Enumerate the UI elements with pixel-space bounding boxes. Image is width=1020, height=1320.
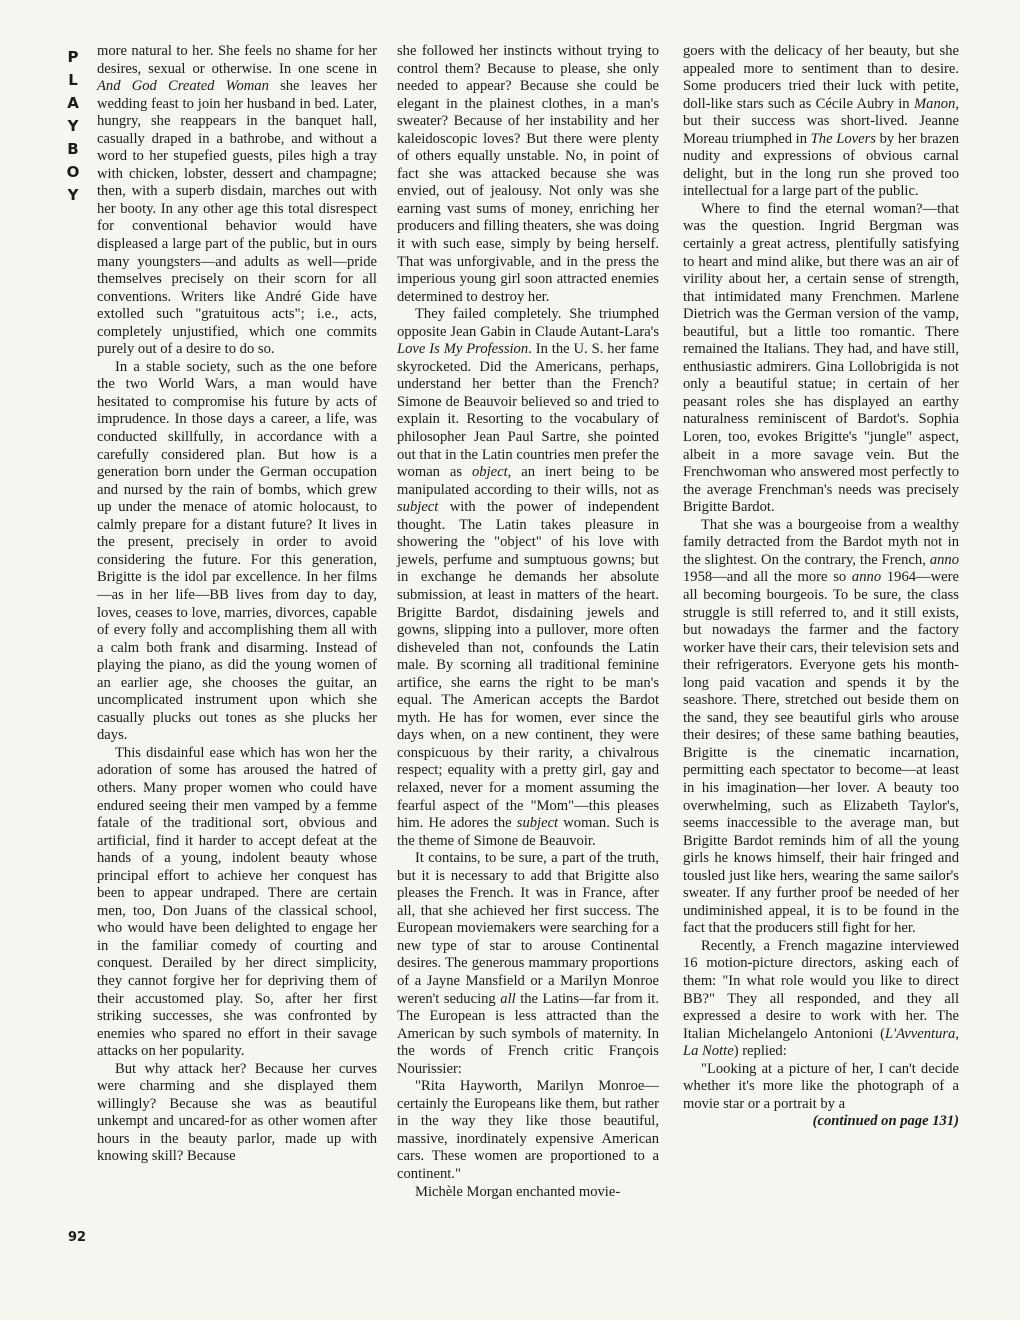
italic-text: subject <box>516 815 559 832</box>
text-run: Recently, a French magazine interviewed 16 motion-picture directors, asking each of them: "In what role would you like to direct BB?" They all responded, and they all expressed a desire to work with her. The Italian Michelangelo Antonioni ( <box>683 937 959 1042</box>
paragraph <box>97 43 377 359</box>
paragraph <box>397 850 659 1078</box>
italic-text: all <box>500 990 516 1007</box>
paragraph <box>397 43 659 306</box>
text-run: It contains, to be sure, a part of the truth, but it is necessary to add that Brigitte also pleases the French. It was in France, after all, that she achieved her first success. The European moviemakers were searching for a new type of star to arouse Continental desires. The generous mammary proportions of a Jayne Mansfield or a Marilyn Monroe weren't seducing <box>397 850 659 1007</box>
text-run: Where to find the eternal woman?—that was the question. Ingrid Bergman was certainly a great actress, plentifully satisfying to heart and mind alike, but there was an air of virility about her, a certain sense of strength, that intimidated many Frenchmen. Marlene Dietrich was the German version of the vamp, beautiful, but a little too romantic. There remained the Italians. They had, and have still, enthusiastic admirers. Gina Lollobrigida is not only a beautiful statue; in certain of her peasant roles she has displayed an earthy naturalness reminiscent of Bardot's. Sophia Loren, too, evokes Brigitte's "jungle" aspect, albeit in a more savage vein. But the Frenchwoman who answered most perfectly to the average Frenchman's needs was precisely Brigitte Bardot. <box>683 200 959 516</box>
italic-text: L'Avventura, La Notte <box>683 1025 959 1060</box>
masthead-letter: O <box>66 163 80 181</box>
italic-text: And God Created Woman <box>97 78 269 95</box>
paragraph <box>683 201 959 517</box>
paragraph <box>397 306 659 850</box>
text-run: she leaves her wedding feast to join her husband in bed. Later, hungry, she reappears in the banquet hall, casually draped in a bathrobe, and without a word to her stupefied guests, piles high a tray with chicken, lobster, dessert and champagne; then, with a superb disdain, marches out with her booty. In any other age this total disrespect for conventional behavior would have displeased a large part of the public, but in ours many youngsters—and adults as well—pride themselves precisely on their scorn for all conventions. Writers like André Gide have extolled such "gratuitous acts"; i.e., acts, completely unjustified, which one commits purely out of a desire to do so. <box>97 78 377 358</box>
paragraph <box>97 745 377 1061</box>
text-run: In a stable society, such as the one before the two World Wars, a man would have hesitated to compromise his future by acts of imprudence. In those days a career, a life, was conducted skillfully, in accordance with a carefully considered plan. But how is a generation born under the German occupation and nursed by the rain of bombs, which grew up under the menace of atomic holocaust, to calmly prepare for a distant future? It lives in the present, precisely in order to avoid considering the future. For this generation, Brigitte is the idol par excellence. In her films—as in her life—BB lives from day to day, loves, ceases to love, marries, divorces, capable of every folly and accomplishing them all with a calm both frank and disarming. Instead of playing the piano, as did the young women of an earlier age, she chooses the guitar, an uncomplicated instrument upon which she casually plucks out tones as she plucks her days. <box>97 358 377 744</box>
text-column-1 <box>97 43 377 1166</box>
italic-text: Love Is My Profession <box>397 341 529 358</box>
text-run: by her brazen nudity and expressions of obvious carnal delight, but in the long run she proved too intellectual for a large part of the public. <box>683 130 960 200</box>
masthead-letter: A <box>67 94 79 112</box>
paragraph <box>683 1061 959 1114</box>
masthead-letter: Y <box>67 117 79 135</box>
text-run: with the power of independent thought. The Latin takes pleasure in showering the "object" of his love with jewels, perfume and sumptuous gowns; but in exchange he demands her absolute submission, at least in matters of the heart. Brigitte Bardot, disdaining jewels and gowns, slipping into a pullover, more often disheveled than not, confounds the Latin male. By scorning all traditional feminine artifice, she earns the right to be man's equal. The American accepts the Bardot myth. He has for women, ever since the days when, on a new continent, they were conspicuous by their rarity, a chivalrous respect; equality with a pretty girl, gay and relaxed, never for a moment assuming the fearful aspect of the "Mom"—this pleases him. He adores the <box>397 499 659 832</box>
text-run: , but their success was short-lived. Jeanne Moreau triumphed in <box>683 95 959 147</box>
paragraph <box>397 1078 659 1183</box>
italic-text: anno <box>929 551 959 568</box>
text-run: woman. Such is the theme of Simone de Beauvoir. <box>397 815 659 849</box>
text-run: "Rita Hayworth, Marilyn Monroe—certainly the Europeans like them, but rather in the way they like those beautiful, massive, inordinately expensive American cars. These women are proportioned to a continent." <box>397 1078 659 1182</box>
italic-text: The Lovers <box>810 130 876 147</box>
text-column-3 <box>683 43 959 1131</box>
text-run: 1958—and all the more so <box>683 569 852 586</box>
text-run: ) replied: <box>733 1043 787 1060</box>
text-run: But why attack her? Because her curves were charming and she displayed them willingly? Because she was as beautiful unkempt and uncared-for as other women after hours in the beauty parlor, made up with knowing skill? Because <box>97 1060 377 1165</box>
paragraph <box>683 517 959 938</box>
masthead-letter: P <box>67 48 79 66</box>
text-run: the Latins—far from it. The European is less attracted than the American by such symbols of maternity. In the words of French critic François Nourissier: <box>397 990 659 1077</box>
text-run: she followed her instincts without trying to control them? Because to please, she only needed to appear? Because she could be elegant in the plainest clothes, in a man's sweater? Because of her instability and her kaleidoscopic loves? But there were plenty of others equally unstable. No, in point of fact she was attacked because she was envied, out of jealousy. Not only was she earning vast sums of money, enriching her producers and filling theaters, she was doing it with such ease, simply by being herself. That was unforgivable, and in the press the imperious young girl soon attracted enemies determined to destroy her. <box>397 43 659 305</box>
masthead-letter: Y <box>67 186 79 204</box>
text-run: . In the U. S. her fame skyrocketed. Did the Americans, perhaps, understand her better than the French? Simone de Beauvoir believed so and tried to explain it. Resorting to the vocabulary of philosopher Jean Paul Sartre, she pointed out that in the Latin countries men prefer the woman as <box>397 341 659 481</box>
paragraph <box>397 1184 659 1202</box>
italic-text: Manon <box>913 95 956 112</box>
paragraph <box>97 359 377 745</box>
text-run: , an inert being to be manipulated according to their wills, not as <box>397 464 659 498</box>
italic-text: anno <box>851 569 882 586</box>
italic-text: subject <box>397 499 439 516</box>
text-run: more natural to her. She feels no shame for her desires, sexual or otherwise. In one scene in <box>97 43 377 77</box>
paragraph <box>97 1061 377 1166</box>
page-number: 92 <box>68 1230 87 1245</box>
text-run: goers with the delicacy of her beauty, but she appealed more to sentiment than to desire. Some producers tried their luck with petite, doll-like stars such as Cécile Aubry in <box>683 43 959 112</box>
text-run: Michèle Morgan enchanted movie- <box>415 1183 621 1200</box>
text-run: This disdainful ease which has won her the adoration of some has aroused the hatred of others. Many proper women who could have endured seeing their men vamped by a femme fatale of the traditional sort, obvious and artificial, find it harder to accept defeat at the hands of a young, indolent beauty whose principal effort to achieve her conquest has been to appear undraped. There are certain men, too, Don Juans of the classical school, who would have been delighted to engage her in the familiar comedy of courting and conquest. Derailed by her direct simplicity, they cannot forgive her for depriving them of their accustomed play. So, after her first striking successes, she was confronted by enemies who spared no effort in their savage attacks on her popularity. <box>97 744 377 1060</box>
text-run: 1964—were all becoming bourgeois. To be sure, the class struggle is still referred to, and it still exists, but nowadays the farmer and the factory worker have their cars, their television sets and their refrigerators. Everyone gets his month-long paid vacation and spends it by the seashore. There, stretched out beside them on the sand, they see beautiful girls who arouse their desires; of these same bathing beauties, Brigitte is the cinematic incarnation, permitting each spectator to become—at least in his imagination—her lover. A beauty too overwhelming, such as Elizabeth Taylor's, seems inaccessible to the average man, but Brigitte Bardot reminds him of all the young girls he knows himself, their hair fringed and tousled just like hers, wearing the same sailor's sweater. If any further proof be needed of her undiminished appeal, it is to be found in the fact that the producers still fight for her. <box>683 569 959 937</box>
continued-note: (continued on page 131) <box>812 1113 959 1130</box>
paragraph <box>683 43 959 201</box>
italic-text: object <box>471 464 508 481</box>
masthead-letter: B <box>67 140 79 158</box>
text-column-2 <box>397 43 659 1201</box>
text-run: "Looking at a picture of her, I can't decide whether it's more like the photograph of a movie star or a portrait by a <box>683 1060 959 1112</box>
masthead-letter: L <box>68 71 78 89</box>
masthead <box>62 46 84 207</box>
text-run: They failed completely. She triumphed opposite Jean Gabin in Claude Autant-Lara's <box>397 306 659 340</box>
paragraph <box>683 938 959 1061</box>
text-run: That she was a bourgeoise from a wealthy family detracted from the Bardot myth not in the slightest. On the contrary, the French, <box>683 516 959 568</box>
